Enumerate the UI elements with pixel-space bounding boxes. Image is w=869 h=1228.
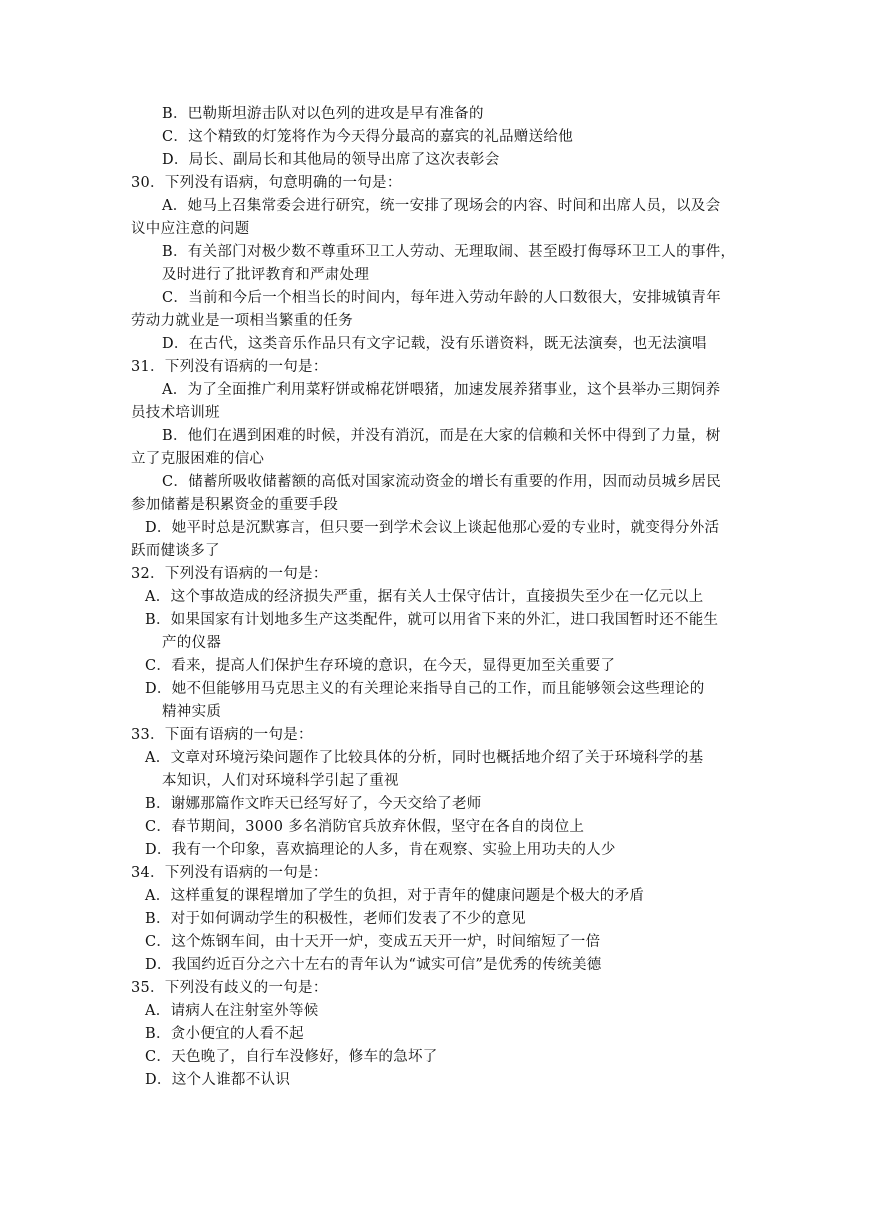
- option-b-34: B．对于如何调动学生的积极性，老师们发表了不少的意见: [145, 911, 526, 927]
- option-c-29: C．这个精致的灯笼将作为今天得分最高的嘉宾的礼品赠送给他: [162, 129, 573, 145]
- option-a-31-cont: 员技术培训班: [131, 405, 220, 421]
- option-b-33: B．谢娜那篇作文昨天已经写好了，今天交给了老师: [145, 796, 482, 812]
- option-b-31: B．他们在遇到困难的时候，并没有消沉，而是在大家的信赖和关怀中得到了力量，树: [162, 428, 721, 444]
- option-a-35: A．请病人在注射室外等候: [145, 1003, 319, 1019]
- option-c-31-cont: 参加储蓄是积累资金的重要手段: [131, 497, 339, 513]
- option-d-30: D．在古代，这类音乐作品只有文字记载，没有乐谱资料，既无法演奏，也无法演唱: [162, 336, 707, 352]
- option-d-32: D．她不但能够用马克思主义的有关理论来指导自己的工作，而且能够领会这些理论的: [145, 681, 705, 697]
- option-a-33: A．文章对环境污染问题作了比较具体的分析，同时也概括地介绍了关于环境科学的基: [145, 750, 704, 766]
- option-c-31: C．储蓄所吸收储蓄额的高低对国家流动资金的增长有重要的作用，因而动员城乡居民: [162, 474, 721, 490]
- option-b-29: B．巴勒斯坦游击队对以色列的进攻是早有准备的: [162, 106, 484, 122]
- option-b-30: B．有关部门对极少数不尊重环卫工人劳动、无理取闹、甚至殴打侮辱环卫工人的事件，: [162, 244, 736, 260]
- option-d-35: D．这个人谁都不认识: [145, 1072, 291, 1088]
- option-c-30: C．当前和今后一个相当长的时间内，每年进入劳动年龄的人口数很大，安排城镇青年: [162, 290, 721, 306]
- option-b-32-cont: 产的仪器: [162, 635, 222, 651]
- option-d-31: D．她平时总是沉默寡言，但只要一到学术会议上谈起他那心爱的专业时，就变得分外活: [145, 520, 720, 536]
- option-c-33: C．春节期间，3000 多名消防官兵放弃休假，坚守在各自的岗位上: [145, 819, 585, 835]
- option-a-34: A．这样重复的课程增加了学生的负担，对于青年的健康问题是个极大的矛盾: [145, 888, 645, 904]
- option-b-31-cont: 立了克服困难的信心: [131, 451, 265, 467]
- option-b-35: B．贪小便宜的人看不起: [145, 1026, 304, 1042]
- option-c-34: C．这个炼钢车间，由十天开一炉，变成五天开一炉，时间缩短了一倍: [145, 934, 601, 950]
- question-33: 33．下面有语病的一句是：: [131, 727, 313, 743]
- option-c-32: C．看来，提高人们保护生存环境的意识，在今天，显得更加至关重要了: [145, 658, 616, 674]
- option-c-30-cont: 劳动力就业是一项相当繁重的任务: [131, 313, 353, 329]
- option-d-32-cont: 精神实质: [162, 704, 222, 720]
- option-b-32: B．如果国家有计划地多生产这类配件，就可以用省下来的外汇，进口我国暂时还不能生: [145, 612, 719, 628]
- question-34: 34．下列没有语病的一句是：: [131, 865, 328, 881]
- option-d-33: D．我有一个印象，喜欢搞理论的人多，肯在观察、实验上用功夫的人少: [145, 842, 616, 858]
- option-b-30-cont: 及时进行了批评教育和严肃处理: [162, 267, 370, 283]
- option-a-33-cont: 本知识，人们对环境科学引起了重视: [162, 773, 399, 789]
- option-a-31: A．为了全面推广利用菜籽饼或棉花饼喂猪，加速发展养猪事业，这个县举办三期饲养: [162, 382, 721, 398]
- option-c-35: C．天色晚了，自行车没修好，修车的急坏了: [145, 1049, 438, 1065]
- question-32: 32．下列没有语病的一句是：: [131, 566, 328, 582]
- option-a-30-cont: 议中应注意的问题: [131, 221, 250, 237]
- question-31: 31．下列没有语病的一句是：: [131, 359, 328, 375]
- option-d-29: D．局长、副局长和其他局的领导出席了这次表彰会: [162, 152, 500, 168]
- option-d-31-cont: 跃而健谈多了: [131, 543, 220, 559]
- option-d-34: D．我国约近百分之六十左右的青年认为“诚实可信”是优秀的传统美德: [145, 957, 602, 973]
- option-a-32: A．这个事故造成的经济损失严重，据有关人士保守估计，直接损失至少在一亿元以上: [145, 589, 704, 605]
- question-30: 30．下列没有语病，句意明确的一句是：: [131, 175, 402, 191]
- option-a-30: A．她马上召集常委会进行研究，统一安排了现场会的内容、时间和出席人员，以及会: [162, 198, 721, 214]
- question-35: 35．下列没有歧义的一句是：: [131, 980, 328, 996]
